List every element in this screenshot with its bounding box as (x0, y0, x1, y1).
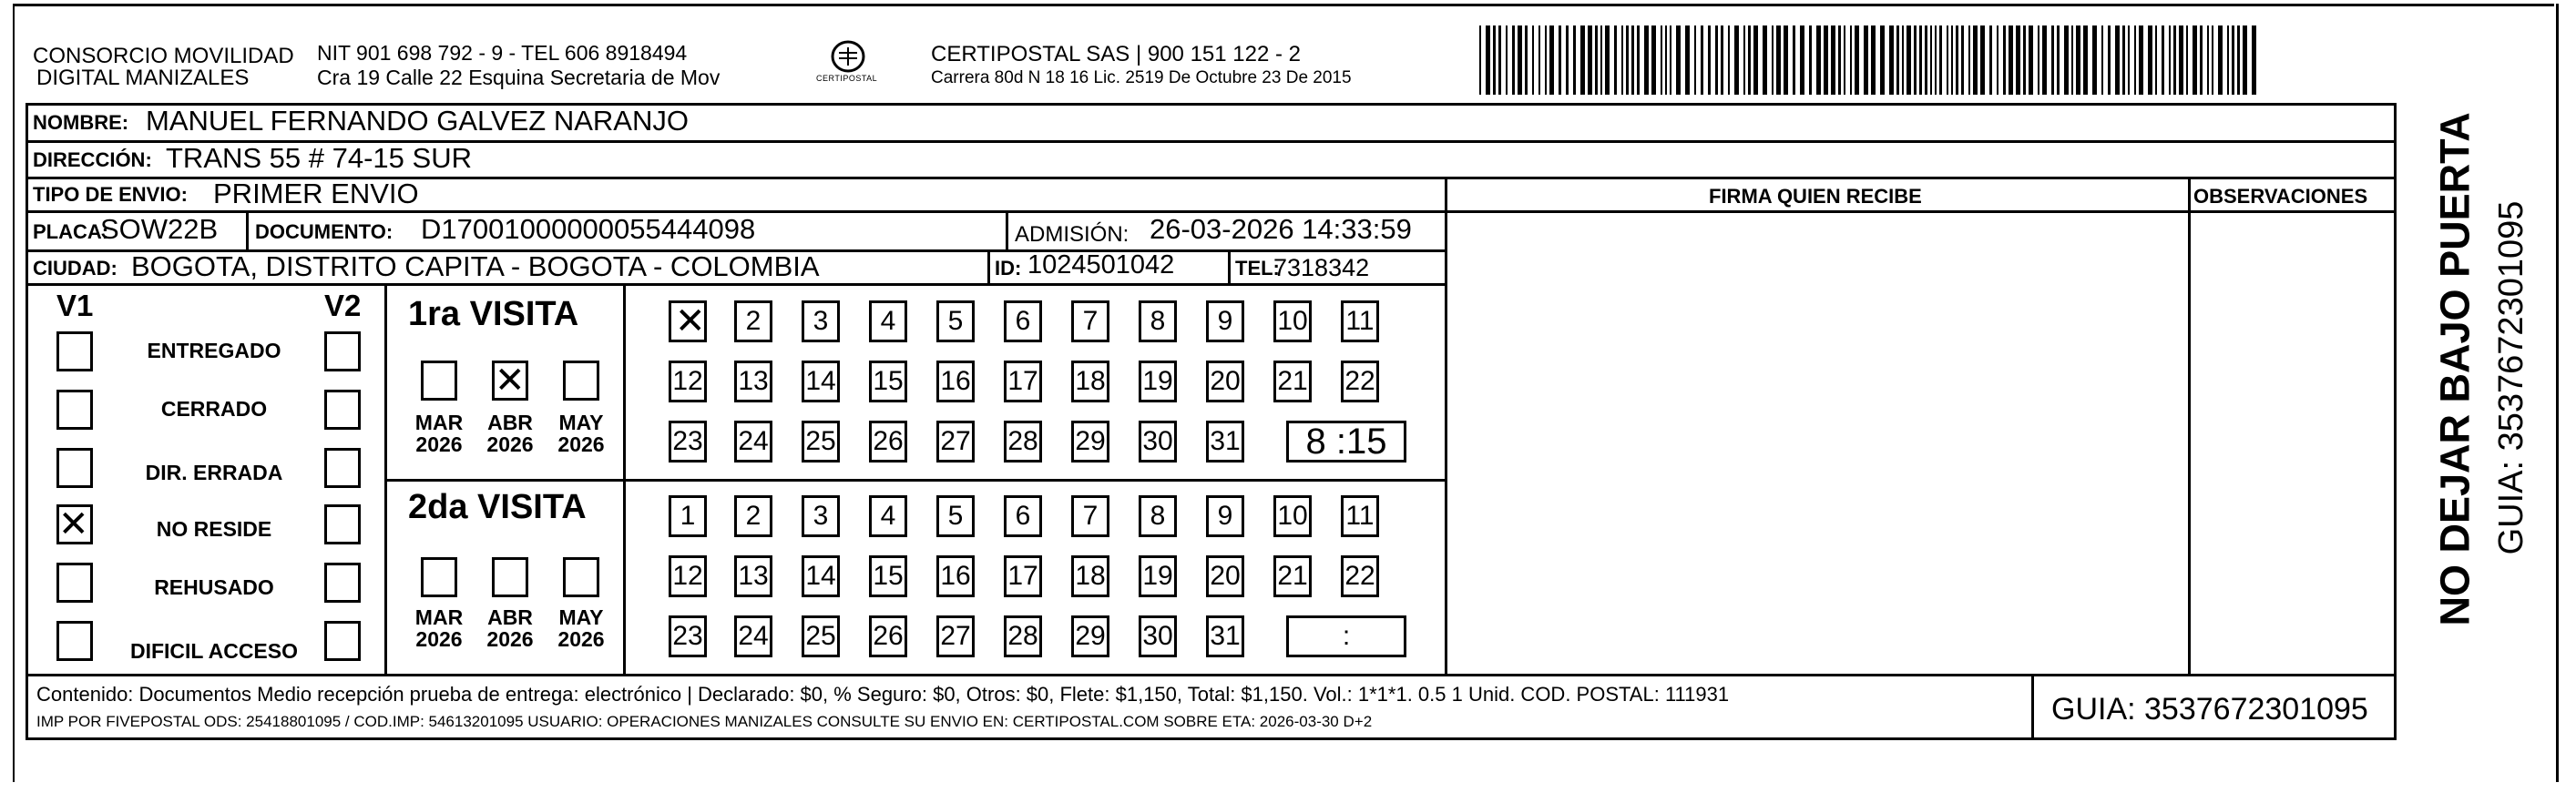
day-box[interactable]: 6 (1004, 495, 1042, 537)
month-label (478, 606, 542, 650)
documento-label: DOCUMENTO: (255, 220, 394, 243)
day-box[interactable]: 21 (1273, 361, 1312, 402)
row-divider-5 (26, 283, 1446, 286)
status-label: DIFICIL ACCESO (129, 639, 298, 663)
day-box[interactable]: 5 (936, 495, 975, 537)
month-name: MAR (414, 605, 464, 629)
day-box[interactable]: 22 (1341, 361, 1379, 402)
id-divider (1228, 249, 1231, 283)
status-label: CERRADO (160, 397, 268, 421)
v2-checkbox[interactable] (324, 448, 361, 488)
v2-checkbox[interactable] (324, 621, 361, 661)
month-name: MAY (558, 411, 604, 434)
v2-checkbox[interactable] (324, 390, 361, 430)
day-box[interactable]: 11 (1341, 495, 1379, 537)
day-box[interactable]: 27 (936, 615, 975, 657)
day-box[interactable]: 5 (936, 300, 975, 342)
month-name: ABR (487, 411, 533, 434)
day-box[interactable]: 14 (802, 361, 840, 402)
observaciones-label: OBSERVACIONES (2193, 185, 2368, 208)
address-line: Cra 19 Calle 22 Esquina Secretaria de Mov (317, 66, 721, 89)
v2-checkbox[interactable] (324, 331, 361, 371)
day-box[interactable]: 7 (1071, 300, 1109, 342)
day-checkmark: ✕ (675, 300, 706, 342)
day-box[interactable]: 31 (1206, 421, 1244, 462)
side-guia: GUIA: 3537672301095 (2492, 200, 2530, 555)
carrier-line2: Carrera 80d N 18 16 Lic. 2519 De Octubre 23 De 2015 (931, 68, 1352, 87)
v2-checkbox[interactable] (324, 504, 361, 544)
month-name: MAY (558, 605, 604, 629)
second-visit-label: 2da VISITA (408, 488, 587, 526)
month-year: 2026 (557, 627, 605, 652)
direccion-label: DIRECCIÓN: (33, 148, 152, 171)
month-year: 2026 (415, 627, 463, 652)
id-value: 1024501042 (1027, 250, 1175, 280)
month-checkbox[interactable] (421, 557, 457, 597)
documento-divider (1006, 210, 1008, 249)
month-checkbox[interactable] (421, 361, 457, 401)
day-box[interactable]: 1 (669, 495, 707, 537)
status-label: DIR. ERRADA (145, 461, 283, 484)
day-box[interactable]: 17 (1004, 555, 1042, 597)
tel-label: TEL: (1235, 257, 1280, 280)
nombre-label: NOMBRE: (33, 111, 129, 134)
side-text-block (2405, 112, 2530, 646)
month-label (407, 412, 471, 455)
visit-separator (384, 479, 1445, 482)
day-box[interactable]: 9 (1206, 300, 1244, 342)
first-visit-label: 1ra VISITA (408, 295, 579, 333)
no-dejar-warning: NO DEJAR BAJO PUERTA (2431, 112, 2479, 626)
month-checkbox[interactable] (563, 557, 599, 597)
status-label: REHUSADO (154, 575, 274, 599)
time-box[interactable]: : (1286, 615, 1406, 657)
signature-header-line (1445, 210, 2397, 213)
v1-checkmark: ✕ (58, 503, 89, 545)
day-box[interactable]: 20 (1206, 361, 1244, 402)
company-line1: CONSORCIO MOVILIDAD (33, 44, 294, 68)
day-box[interactable]: 28 (1004, 615, 1042, 657)
day-box[interactable]: 12 (669, 361, 707, 402)
month-checkmark: ✕ (495, 360, 526, 402)
day-box[interactable]: 16 (936, 361, 975, 402)
day-box[interactable]: 25 (802, 615, 840, 657)
v1-checkbox[interactable] (56, 390, 93, 430)
day-box[interactable]: 26 (869, 421, 907, 462)
v1-checkbox[interactable] (56, 621, 93, 661)
day-box[interactable]: 19 (1139, 361, 1177, 402)
status-label: ENTREGADO (147, 339, 281, 362)
admision-value: 26-03-2026 14:33:59 (1150, 213, 1412, 245)
day-box[interactable]: 24 (734, 615, 772, 657)
month-name: MAR (414, 411, 464, 434)
day-box[interactable]: 29 (1071, 615, 1109, 657)
month-label (407, 606, 471, 650)
day-box[interactable]: 18 (1071, 555, 1109, 597)
day-box[interactable]: 10 (1273, 300, 1312, 342)
day-box[interactable]: 13 (734, 361, 772, 402)
day-box[interactable]: 31 (1206, 615, 1244, 657)
admision-label: ADMISIÓN: (1015, 222, 1130, 247)
certipostal-logo-icon (811, 38, 885, 95)
day-box[interactable]: 23 (669, 615, 707, 657)
id-label: ID: (995, 257, 1022, 280)
day-box[interactable]: 4 (869, 495, 907, 537)
day-box[interactable]: 9 (1206, 495, 1244, 537)
day-box[interactable]: 3 (802, 495, 840, 537)
left-edge-line (13, 4, 15, 782)
direccion-value: TRANS 55 # 74-15 SUR (166, 142, 472, 174)
imp-text: IMP POR FIVEPOSTAL ODS: 25418801095 / COD.IMP: 54613201095 USUARIO: OPERACIONES MANIZALES CONSULTE SU ENVIO EN: CERTIPOSTAL.COM SOBRE ETA: 2026-03-30 D+2 (36, 713, 1373, 730)
day-box[interactable]: 23 (669, 421, 707, 462)
day-box[interactable]: 20 (1206, 555, 1244, 597)
ciudad-label: CIUDAD: (33, 257, 118, 280)
month-year: 2026 (486, 627, 534, 652)
day-box[interactable]: 8 (1139, 300, 1177, 342)
day-box[interactable]: 25 (802, 421, 840, 462)
month-year: 2026 (557, 432, 605, 457)
day-box[interactable]: 19 (1139, 555, 1177, 597)
day-box[interactable]: 18 (1071, 361, 1109, 402)
day-box[interactable]: 14 (802, 555, 840, 597)
day-box[interactable]: 11 (1341, 300, 1379, 342)
month-year: 2026 (486, 432, 534, 457)
month-label (478, 412, 542, 455)
day-box[interactable]: 8 (1139, 495, 1177, 537)
day-box[interactable]: 28 (1004, 421, 1042, 462)
tel-value: 7318342 (1273, 254, 1370, 281)
day-box[interactable]: 21 (1273, 555, 1312, 597)
placa-divider (246, 210, 249, 249)
placa-label: PLACA: (33, 220, 109, 243)
contenido-text: Contenido: Documentos Medio recepción prueba de entrega: electrónico | Declarado: $0, % Seguro: $0, Otros: $0, Flete: $1,150, Total: $1,150. Vol.: 1*1*1. 0.5 1 Unid. COD. POSTAL: 111931 (36, 683, 1730, 706)
nit-line: NIT 901 698 792 - 9 - TEL 606 8918494 (317, 41, 688, 65)
observaciones-left-border (2188, 177, 2191, 674)
carrier-line1: CERTIPOSTAL SAS | 900 151 122 - 2 (931, 42, 1301, 66)
v1-checkbox[interactable] (56, 448, 93, 488)
firma-label: FIRMA QUIEN RECIBE (1709, 185, 1922, 208)
day-box[interactable]: 10 (1273, 495, 1312, 537)
day-box[interactable]: 15 (869, 555, 907, 597)
day-box[interactable]: 12 (669, 555, 707, 597)
month-name: ABR (487, 605, 533, 629)
month-checkbox[interactable] (563, 361, 599, 401)
day-box[interactable] (669, 300, 707, 342)
day-box[interactable]: 29 (1071, 421, 1109, 462)
day-box[interactable]: 27 (936, 421, 975, 462)
nombre-value: MANUEL FERNANDO GALVEZ NARANJO (146, 105, 689, 137)
status-label: NO RESIDE (156, 517, 272, 541)
day-box[interactable]: 2 (734, 300, 772, 342)
v1-label: V1 (56, 289, 94, 322)
placa-value: SOW22B (100, 213, 219, 245)
day-box[interactable]: 22 (1341, 555, 1379, 597)
day-box[interactable]: 15 (869, 361, 907, 402)
month-checkbox[interactable] (492, 557, 528, 597)
v1-checkbox[interactable] (56, 563, 93, 603)
month-label (549, 412, 613, 455)
day-box[interactable]: 4 (869, 300, 907, 342)
day-box[interactable]: 13 (734, 555, 772, 597)
day-box[interactable]: 24 (734, 421, 772, 462)
guia-box-text: GUIA: 3537672301095 (2051, 692, 2368, 727)
v2-checkbox[interactable] (324, 563, 361, 603)
tipo-value: PRIMER ENVIO (213, 178, 419, 209)
guia-box-divider (2031, 674, 2034, 740)
month-label (549, 606, 613, 650)
footer-top-line (26, 674, 2397, 676)
tipo-label: TIPO DE ENVIO: (33, 183, 188, 206)
ciudad-value: BOGOTA, DISTRITO CAPITA - BOGOTA - COLOMBIA (131, 250, 820, 282)
day-box[interactable]: 16 (936, 555, 975, 597)
ciudad-divider (987, 249, 990, 283)
day-box[interactable]: 17 (1004, 361, 1042, 402)
logo-text: CERTIPOSTAL (816, 74, 878, 83)
time-box[interactable]: 8 :15 (1286, 421, 1406, 462)
documento-value: D17001000000055444098 (421, 213, 756, 245)
month-year: 2026 (415, 432, 463, 457)
v1-checkbox[interactable] (56, 331, 93, 371)
top-edge-line (13, 4, 2554, 6)
day-box[interactable]: 7 (1071, 495, 1109, 537)
v2-label: V2 (324, 289, 362, 322)
day-box[interactable]: 30 (1139, 421, 1177, 462)
day-box[interactable]: 2 (734, 495, 772, 537)
day-box[interactable]: 6 (1004, 300, 1042, 342)
day-box[interactable]: 26 (869, 615, 907, 657)
company-line2: DIGITAL MANIZALES (36, 66, 250, 90)
day-box[interactable]: 3 (802, 300, 840, 342)
barcode (1479, 25, 2263, 95)
day-box[interactable]: 30 (1139, 615, 1177, 657)
right-edge-line (2556, 4, 2559, 782)
